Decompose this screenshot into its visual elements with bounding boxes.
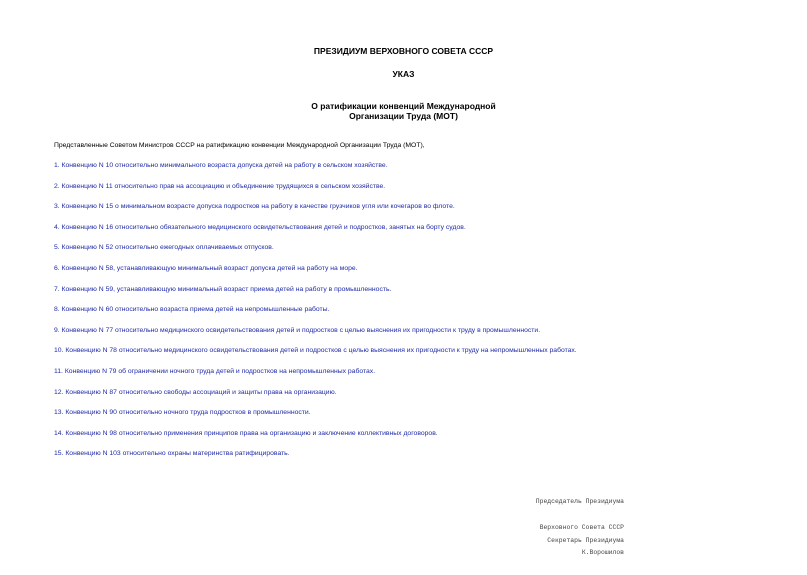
convention-item: 4. Конвенцию N 16 относительно обязательного медицинского освидетельствования детей и подростков, занятых на борту судов.: [54, 223, 466, 231]
convention-item: 7. Конвенцию N 59, устанавливающую минимальный возраст приема детей на работу в промышленность.: [54, 285, 392, 293]
convention-item: 2. Конвенцию N 11 относительно прав на ассоциацию и объединение трудящихся в сельском хозяйстве.: [54, 182, 386, 190]
chair-title-line-2: Верховного Совета СССР: [539, 523, 624, 531]
convention-list: [54, 161, 577, 470]
convention-item: 14. Конвенцию N 98 относительно применения принципов права на организацию и заключение коллективных договоров.: [54, 429, 438, 437]
convention-item: 8. Конвенцию N 60 относительно возраста приема детей на непромышленные работы.: [54, 306, 330, 314]
convention-item: 6. Конвенцию N 58, устанавливающую минимальный возраст допуска детей на работу на море.: [54, 264, 358, 272]
convention-item: 15. Конвенцию N 103 относительно охраны материнства ратифицировать.: [54, 450, 290, 458]
chair-name: К.Ворошилов: [581, 549, 624, 556]
convention-item: 1. Конвенцию N 10 относительно минимального возраста допуска детей на работу в сельском хозяйстве.: [54, 162, 388, 169]
secretary-title: Секретарь Президиума: [547, 537, 624, 544]
document-type-heading: УКАЗ: [392, 69, 415, 79]
convention-item: 3. Конвенцию N 15 о минимальном возрасте допуска подростков на работу в качестве грузчиков угля или кочегаров во флоте.: [54, 203, 455, 211]
chair-title-line-1: Председатель Президиума: [535, 498, 624, 505]
convention-item: 9. Конвенцию N 77 относительно медицинского освидетельствования детей и подростков с целью выяснения их пригодности к труду в промышленности.: [54, 326, 541, 334]
convention-item: 10. Конвенцию N 78 относительно медицинского освидетельствования детей и подростков с целью выяснения их пригодности к труду на непромышленных работах.: [54, 347, 577, 355]
convention-item: 5. Конвенцию N 52 относительно ежегодных оплачиваемых отпусков.: [54, 244, 274, 252]
convention-item: 13. Конвенцию N 90 относительно ночного труда подростков в промышленности.: [54, 409, 311, 417]
intro-paragraph: Представленные Советом Министров СССР на ратификацию конвенции Международной Организации Труда (МОТ),: [54, 142, 425, 149]
convention-item: 11. Конвенцию N 79 об ограничении ночного труда детей и подростков на непромышленных работах.: [54, 367, 376, 375]
document-title-line-2: Организации Труда (МОТ): [349, 111, 458, 121]
document-title-line-1: О ратификации конвенций Международной: [311, 101, 496, 111]
convention-item: 12. Конвенцию N 87 относительно свободы ассоциаций и защиты права на организацию.: [54, 388, 337, 396]
issuer-heading: ПРЕЗИДИУМ ВЕРХОВНОГО СОВЕТА СССР: [313, 46, 494, 56]
secretary-signature-block: [547, 520, 624, 563]
